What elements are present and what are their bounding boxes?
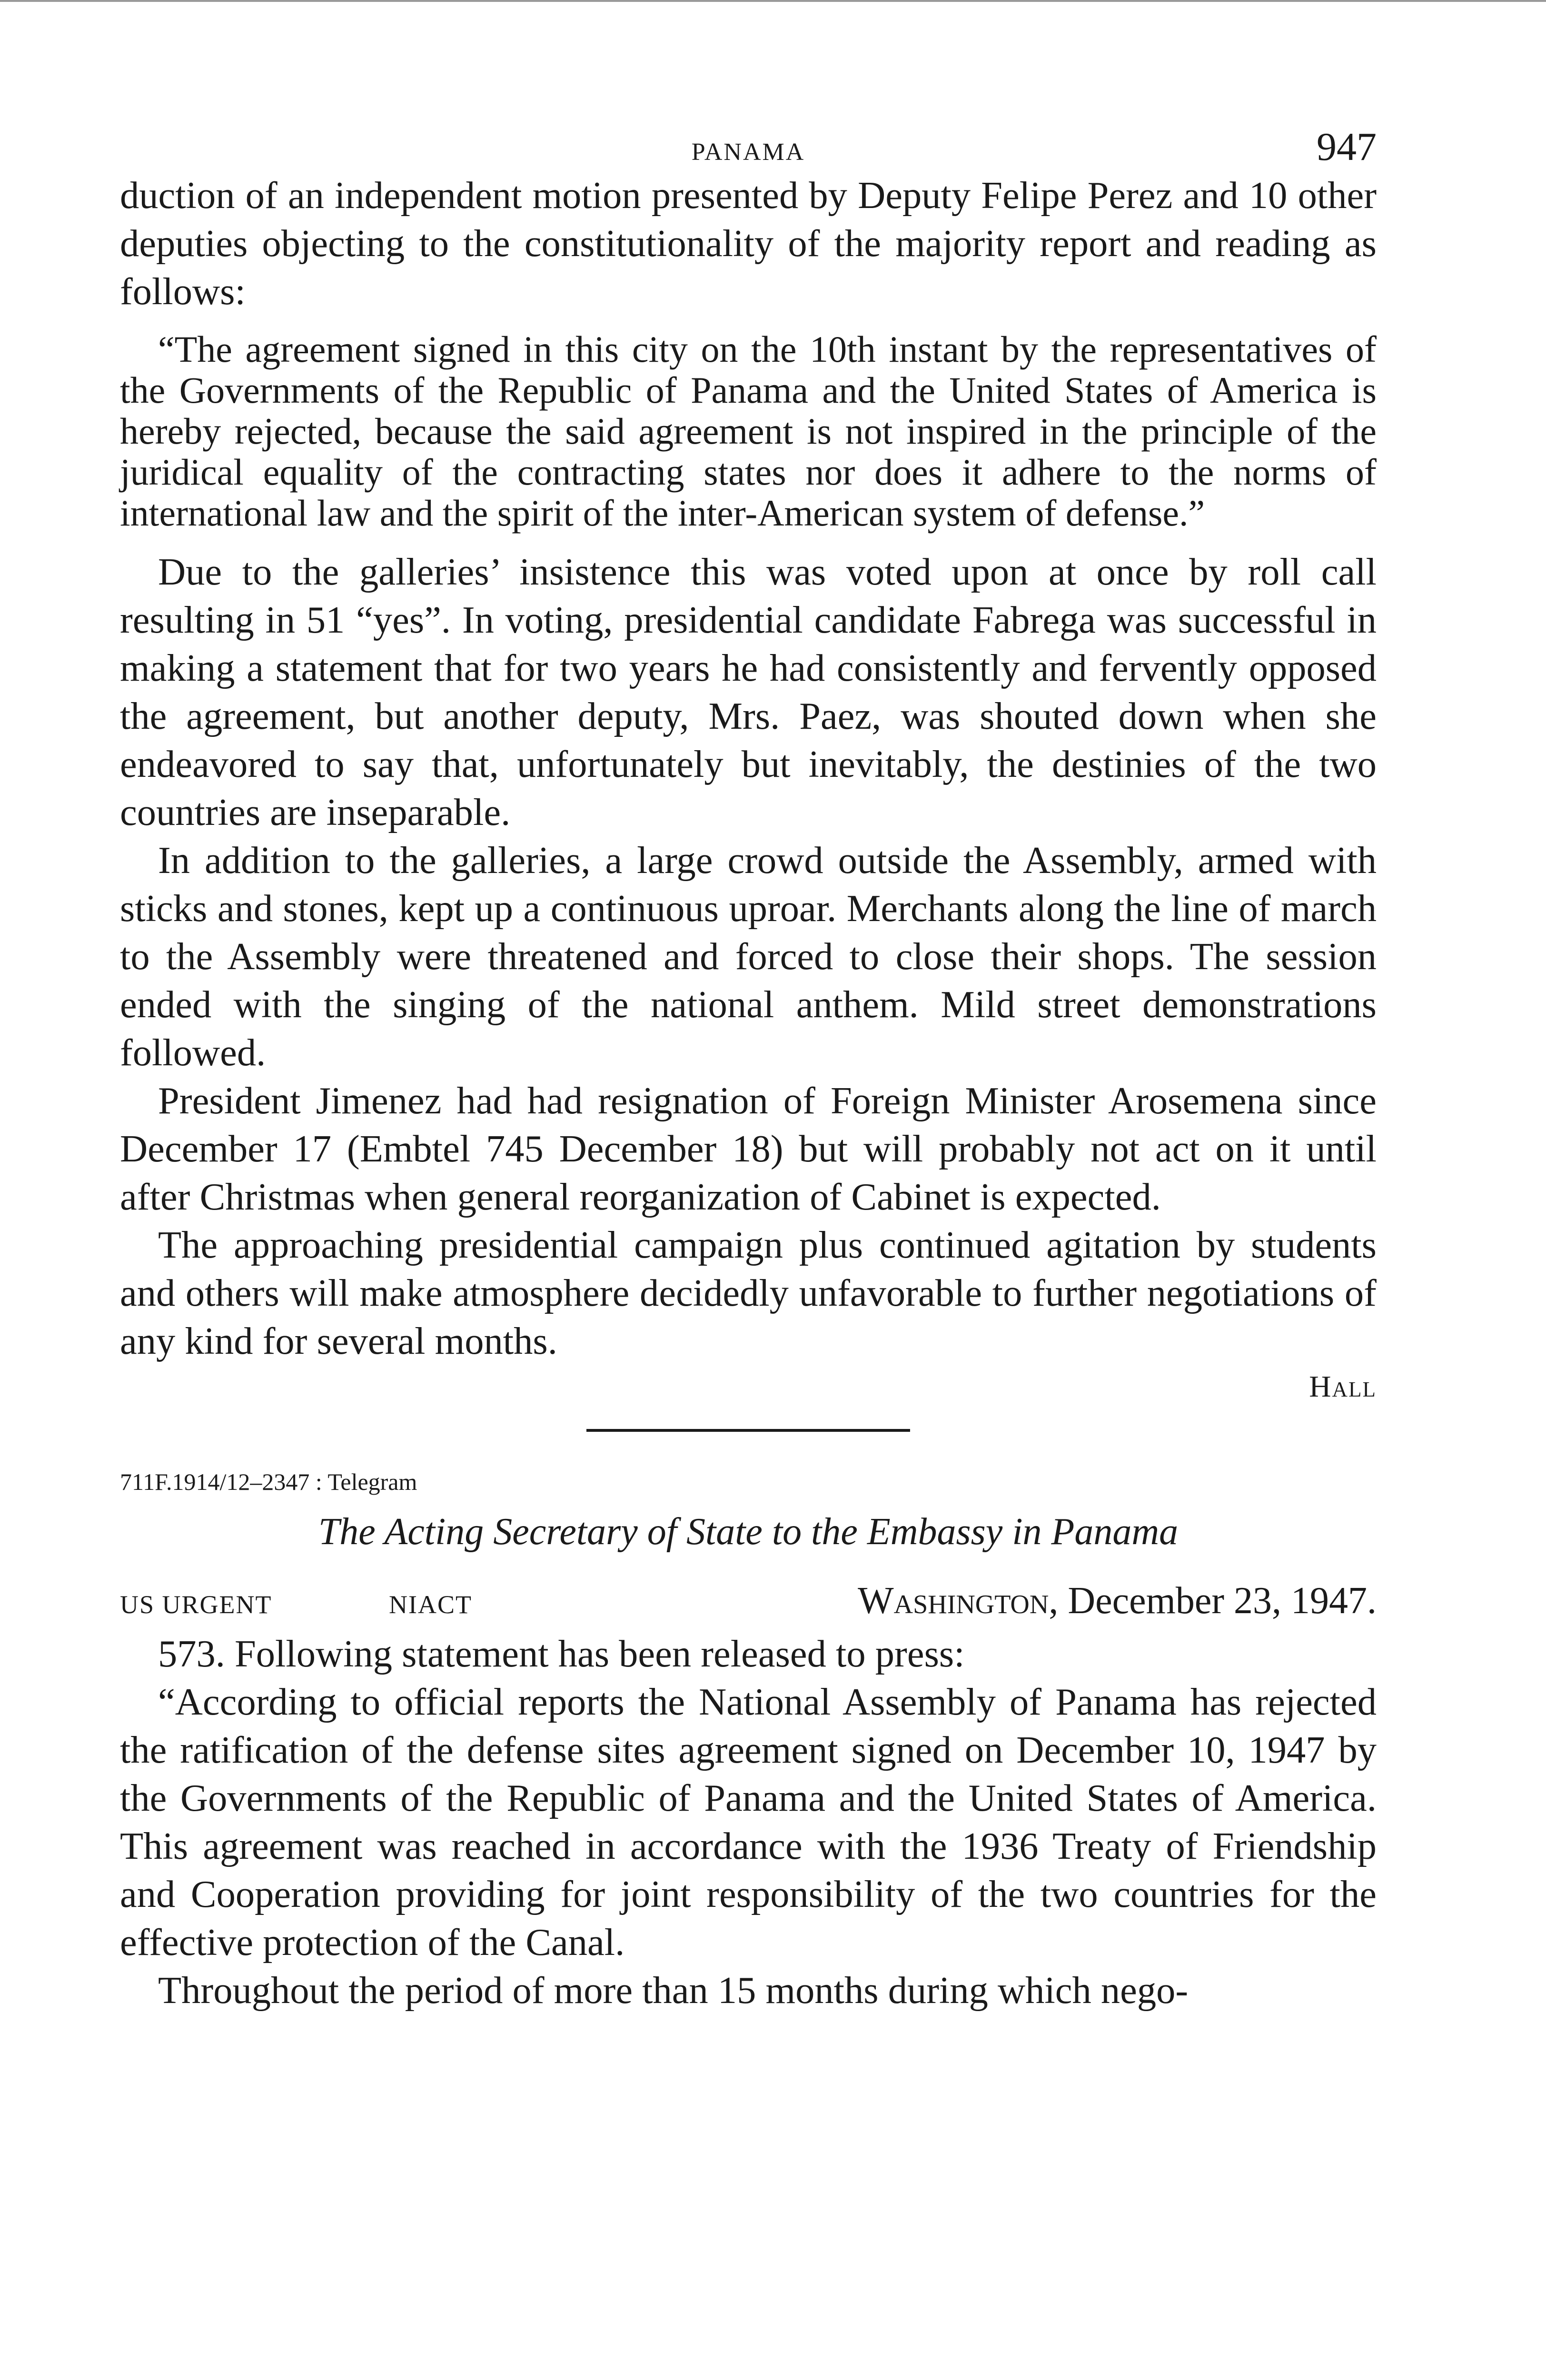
paragraph-intro: duction of an independent motion presented by Deputy Felipe Perez and 10 other deputies objecting to the constitutionality of the majority report and reading as follows: (120, 174, 1377, 313)
priority-marking: US URGENT (120, 1590, 272, 1619)
paragraph-campaign: The approaching presidential campaign plus continued agitation by students and others will make atmosphere decidedly unfavorable to further negotiations of any kind for several months. (120, 1224, 1377, 1362)
document-heading: The Acting Secretary of State to the Embassy in Panama (318, 1511, 1179, 1553)
signature: Hall (1309, 1369, 1377, 1403)
paragraph-according: “According to official reports the National Assembly of Panama has rejected the ratification of the defense sites agreement signed on December 10, 1947 by the Governments of the Republic of Panama and the United States of America. This agreement was reached in accordance with the 1936 Treaty of Friendship and Cooperation providing for joint responsibility of the two countries for the effective protection of the Canal. (120, 1681, 1377, 1964)
paragraph-573: 573. Following statement has been released to press: (158, 1633, 965, 1675)
quoted-motion: “The agreement signed in this city on the 10th instant by the representatives of the Governments of the Republic of Panama and the United States of America is hereby rejected, because the said agreement is not inspired in the principle of the juridical equality of the contracting states nor does it adhere to the norms of international law and the spirit of the inter-American system of defense.” (120, 328, 1377, 534)
top-edge-rule (0, 0, 1546, 2)
place: Washington (858, 1580, 1049, 1622)
document-page (120, 124, 1377, 2014)
page-number: 947 (1317, 125, 1377, 169)
paragraph-jimenez: President Jimenez had had resignation of Foreign Minister Arosemena since December 17 (Embtel 745 December 18) but will probably not act on it until after Christmas when general reorganization of Cabinet is expected. (120, 1080, 1377, 1218)
date: , December 23, 1947. (1049, 1580, 1377, 1622)
paragraph-throughout: Throughout the period of more than 15 months during which nego- (158, 1969, 1189, 2012)
dateline (120, 1579, 1377, 1627)
paragraph-galleries-vote: Due to the galleries’ insistence this was voted upon at once by roll call resulting in 51 “yes”. In voting, presidential candidate Fabrega was successful in making a statement that for two years he had consistently and fervently opposed the agreement, but another deputy, Mrs. Paez, was shouted down when she endeavored to say that, unfortunately but inevitably, the destinies of the two countries are inseparable. (120, 551, 1377, 833)
document-reference: 711F.1914/12–2347 : Telegram (120, 1468, 417, 1495)
place-and-date (858, 1579, 1377, 1623)
running-title: PANAMA (691, 139, 805, 166)
section-separator (586, 1429, 910, 1432)
paragraph-crowd: In addition to the galleries, a large crowd outside the Assembly, armed with sticks and stones, kept up a continuous uproar. Merchants along the line of march to the Assembly were threatened and forced to close their shops. The session ended with the singing of the national anthem. Mild street demonstrations followed. (120, 839, 1377, 1074)
running-header (120, 124, 1377, 171)
niact-marking: NIACT (389, 1590, 472, 1619)
